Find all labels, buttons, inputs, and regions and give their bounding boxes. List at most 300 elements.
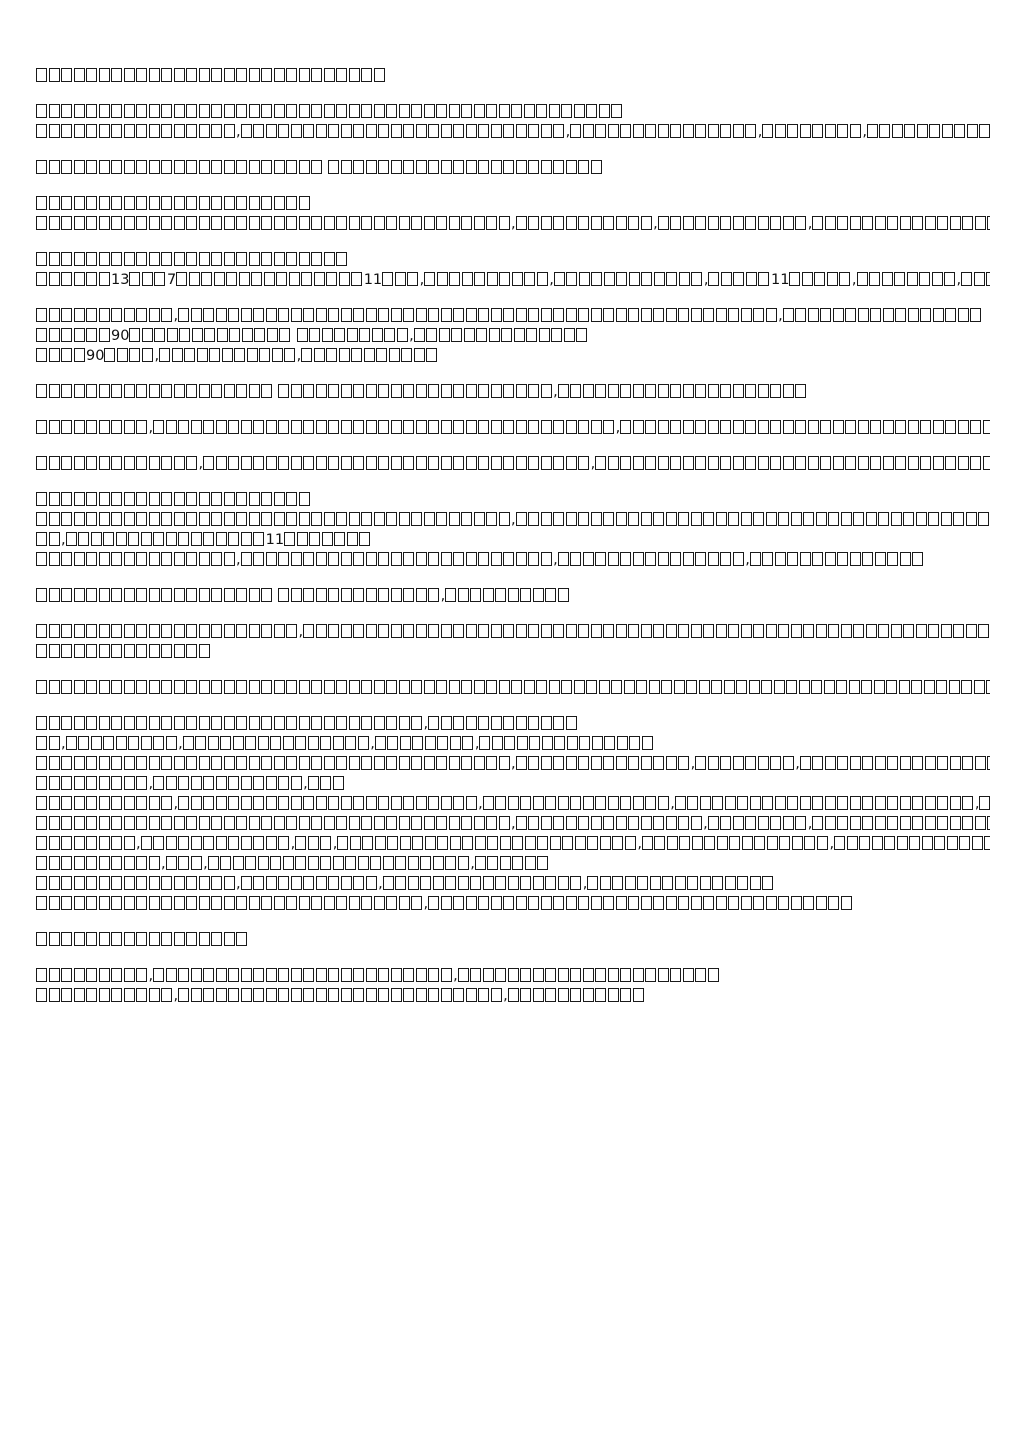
- missing-glyph-box: [704, 836, 715, 850]
- missing-glyph-box: [149, 252, 160, 266]
- missing-glyph-box: [36, 272, 47, 286]
- missing-glyph-box: [428, 588, 439, 602]
- missing-glyph-box: [633, 796, 644, 810]
- missing-glyph-box: [99, 624, 110, 638]
- text-line: [36, 774, 990, 794]
- missing-glyph-box: [416, 160, 427, 174]
- text-line: [36, 966, 990, 986]
- missing-glyph-box: [74, 384, 85, 398]
- missing-glyph-box: [966, 512, 977, 526]
- missing-glyph-box: [411, 896, 422, 910]
- missing-glyph-box: [253, 456, 264, 470]
- missing-glyph-box: [789, 272, 800, 286]
- missing-glyph-box: [211, 104, 222, 118]
- text-run: ,: [582, 876, 588, 892]
- missing-glyph-box: [850, 216, 861, 230]
- missing-glyph-box: [728, 512, 739, 526]
- missing-glyph-box: [428, 796, 439, 810]
- text-run: ,: [303, 776, 308, 792]
- missing-glyph-box: [278, 552, 289, 566]
- missing-glyph-box: [136, 456, 147, 470]
- missing-glyph-box: [516, 624, 527, 638]
- missing-glyph-box: [558, 988, 569, 1002]
- missing-glyph-box: [658, 968, 669, 982]
- text-run: ,: [61, 736, 66, 752]
- missing-glyph-box: [226, 272, 237, 286]
- missing-glyph-box: [653, 512, 664, 526]
- missing-glyph-box: [49, 624, 60, 638]
- text-run: 11: [363, 272, 383, 288]
- text-run: ,: [370, 736, 375, 752]
- missing-glyph-box: [99, 196, 110, 210]
- missing-glyph-box: [391, 124, 402, 138]
- missing-glyph-box: [437, 736, 448, 750]
- missing-glyph-box: [316, 420, 327, 434]
- missing-glyph-box: [309, 532, 320, 546]
- missing-glyph-box: [553, 216, 564, 230]
- missing-glyph-box: [111, 512, 122, 526]
- missing-glyph-box: [320, 736, 331, 750]
- missing-glyph-box: [224, 104, 235, 118]
- missing-glyph-box: [428, 896, 439, 910]
- missing-glyph-box: [234, 348, 245, 362]
- missing-glyph-box: [186, 932, 197, 946]
- missing-glyph-box: [474, 756, 485, 770]
- missing-glyph-box: [712, 796, 723, 810]
- missing-glyph-box: [608, 988, 619, 1002]
- missing-glyph-box: [86, 272, 97, 286]
- missing-glyph-box: [211, 932, 222, 946]
- missing-glyph-box: [937, 756, 948, 770]
- missing-glyph-box: [641, 816, 652, 830]
- missing-glyph-box: [99, 492, 110, 506]
- missing-glyph-box: [253, 876, 264, 890]
- missing-glyph-box: [516, 756, 527, 770]
- text-line: [36, 874, 990, 894]
- missing-glyph-box: [878, 512, 889, 526]
- missing-glyph-box: [778, 512, 789, 526]
- missing-glyph-box: [259, 348, 270, 362]
- missing-glyph-box: [603, 512, 614, 526]
- missing-glyph-box: [339, 348, 350, 362]
- missing-glyph-box: [99, 328, 110, 342]
- missing-glyph-box: [274, 680, 285, 694]
- missing-glyph-box: [124, 932, 135, 946]
- missing-glyph-box: [416, 308, 427, 322]
- missing-glyph-box: [941, 624, 952, 638]
- missing-glyph-box: [174, 124, 185, 138]
- missing-glyph-box: [403, 968, 414, 982]
- missing-glyph-box: [74, 988, 85, 1002]
- missing-glyph-box: [241, 552, 252, 566]
- missing-glyph-box: [291, 968, 302, 982]
- missing-glyph-box: [746, 272, 757, 286]
- text-line: [36, 214, 990, 234]
- missing-glyph-box: [399, 104, 410, 118]
- missing-glyph-box: [608, 384, 619, 398]
- missing-glyph-box: [328, 124, 339, 138]
- missing-glyph-box: [745, 756, 756, 770]
- missing-glyph-box: [950, 756, 961, 770]
- missing-glyph-box: [66, 736, 77, 750]
- missing-glyph-box: [839, 272, 850, 286]
- missing-glyph-box: [61, 644, 72, 658]
- missing-glyph-box: [199, 68, 210, 82]
- text-run: ,: [757, 124, 763, 140]
- missing-glyph-box: [328, 968, 339, 982]
- missing-glyph-box: [124, 756, 135, 770]
- missing-glyph-box: [141, 532, 152, 546]
- missing-glyph-box: [61, 68, 72, 82]
- missing-glyph-box: [103, 532, 114, 546]
- missing-glyph-box: [691, 308, 702, 322]
- missing-glyph-box: [124, 104, 135, 118]
- missing-glyph-box: [74, 216, 85, 230]
- missing-glyph-box: [741, 896, 752, 910]
- missing-glyph-box: [424, 216, 435, 230]
- missing-glyph-box: [566, 272, 577, 286]
- missing-glyph-box: [61, 836, 72, 850]
- missing-glyph-box: [136, 104, 147, 118]
- missing-glyph-box: [178, 968, 189, 982]
- missing-glyph-box: [253, 776, 264, 790]
- missing-glyph-box: [645, 456, 656, 470]
- missing-glyph-box: [124, 680, 135, 694]
- missing-glyph-box: [341, 160, 352, 174]
- missing-glyph-box: [453, 988, 464, 1002]
- missing-glyph-box: [591, 896, 602, 910]
- missing-glyph-box: [837, 216, 848, 230]
- missing-glyph-box: [49, 308, 60, 322]
- missing-glyph-box: [99, 420, 110, 434]
- missing-glyph-box: [611, 104, 622, 118]
- missing-glyph-box: [441, 988, 452, 1002]
- missing-glyph-box: [324, 216, 335, 230]
- missing-glyph-box: [341, 420, 352, 434]
- missing-glyph-box: [386, 896, 397, 910]
- missing-glyph-box: [516, 124, 527, 138]
- missing-glyph-box: [274, 624, 285, 638]
- missing-glyph-box: [858, 308, 869, 322]
- missing-glyph-box: [592, 736, 603, 750]
- missing-glyph-box: [616, 896, 627, 910]
- missing-glyph-box: [620, 420, 631, 434]
- text-run: ,: [453, 968, 458, 984]
- missing-glyph-box: [191, 796, 202, 810]
- missing-glyph-box: [816, 896, 827, 910]
- missing-glyph-box: [970, 420, 981, 434]
- text-run: ,: [690, 756, 696, 772]
- text-line: [36, 642, 990, 662]
- missing-glyph-box: [303, 588, 314, 602]
- missing-glyph-box: [61, 272, 72, 286]
- missing-glyph-box: [142, 272, 153, 286]
- missing-glyph-box: [111, 420, 122, 434]
- missing-glyph-box: [449, 680, 460, 694]
- missing-glyph-box: [236, 384, 247, 398]
- missing-glyph-box: [474, 680, 485, 694]
- missing-glyph-box: [299, 104, 310, 118]
- missing-glyph-box: [683, 384, 694, 398]
- missing-glyph-box: [249, 588, 260, 602]
- missing-glyph-box: [675, 796, 686, 810]
- missing-glyph-box: [762, 796, 773, 810]
- missing-glyph-box: [666, 624, 677, 638]
- missing-glyph-box: [161, 680, 172, 694]
- missing-glyph-box: [366, 384, 377, 398]
- missing-glyph-box: [261, 384, 272, 398]
- missing-glyph-box: [261, 252, 272, 266]
- missing-glyph-box: [850, 796, 861, 810]
- missing-glyph-box: [691, 272, 702, 286]
- missing-glyph-box: [86, 328, 97, 342]
- missing-glyph-box: [61, 816, 72, 830]
- missing-glyph-box: [209, 348, 220, 362]
- missing-glyph-box: [303, 988, 314, 1002]
- missing-glyph-box: [766, 308, 777, 322]
- text-line: [36, 346, 990, 366]
- missing-glyph-box: [553, 420, 564, 434]
- missing-glyph-box: [161, 816, 172, 830]
- missing-glyph-box: [403, 796, 414, 810]
- missing-glyph-box: [791, 624, 802, 638]
- missing-glyph-box: [491, 456, 502, 470]
- missing-glyph-box: [487, 836, 498, 850]
- missing-glyph-box: [347, 532, 358, 546]
- missing-glyph-box: [366, 588, 377, 602]
- missing-glyph-box: [266, 968, 277, 982]
- missing-glyph-box: [311, 756, 322, 770]
- missing-glyph-box: [528, 896, 539, 910]
- missing-glyph-box: [49, 988, 60, 1002]
- missing-glyph-box: [512, 856, 523, 870]
- missing-glyph-box: [266, 420, 277, 434]
- missing-glyph-box: [849, 680, 860, 694]
- missing-glyph-box: [111, 816, 122, 830]
- missing-glyph-box: [270, 736, 281, 750]
- missing-glyph-box: [917, 124, 928, 138]
- missing-glyph-box: [49, 384, 60, 398]
- missing-glyph-box: [136, 492, 147, 506]
- missing-glyph-box: [270, 856, 281, 870]
- missing-glyph-box: [524, 680, 535, 694]
- missing-glyph-box: [378, 308, 389, 322]
- missing-glyph-box: [658, 552, 669, 566]
- missing-glyph-box: [49, 68, 60, 82]
- missing-glyph-box: [499, 216, 510, 230]
- missing-glyph-box: [937, 816, 948, 830]
- missing-glyph-box: [124, 796, 135, 810]
- missing-glyph-box: [86, 420, 97, 434]
- missing-glyph-box: [336, 252, 347, 266]
- missing-glyph-box: [654, 272, 665, 286]
- missing-glyph-box: [695, 456, 706, 470]
- missing-glyph-box: [36, 420, 47, 434]
- missing-glyph-box: [142, 348, 153, 362]
- missing-glyph-box: [149, 216, 160, 230]
- missing-glyph-box: [912, 796, 923, 810]
- missing-glyph-box: [886, 680, 897, 694]
- missing-glyph-box: [391, 160, 402, 174]
- missing-glyph-box: [49, 272, 60, 286]
- text-run: ,: [670, 796, 675, 812]
- text-run: ,: [378, 876, 383, 892]
- missing-glyph-box: [412, 836, 423, 850]
- missing-glyph-box: [324, 716, 335, 730]
- missing-glyph-box: [882, 272, 893, 286]
- missing-glyph-box: [564, 328, 575, 342]
- missing-glyph-box: [216, 420, 227, 434]
- missing-glyph-box: [891, 512, 902, 526]
- missing-glyph-box: [678, 896, 689, 910]
- text-line: [36, 194, 990, 214]
- missing-glyph-box: [478, 308, 489, 322]
- missing-glyph-box: [827, 272, 838, 286]
- missing-glyph-box: [916, 624, 927, 638]
- missing-glyph-box: [274, 896, 285, 910]
- missing-glyph-box: [904, 124, 915, 138]
- missing-glyph-box: [316, 876, 327, 890]
- missing-glyph-box: [61, 512, 72, 526]
- missing-glyph-box: [695, 124, 706, 138]
- missing-glyph-box: [500, 836, 511, 850]
- missing-glyph-box: [574, 104, 585, 118]
- missing-glyph-box: [620, 796, 631, 810]
- missing-glyph-box: [224, 816, 235, 830]
- missing-glyph-box: [883, 308, 894, 322]
- missing-glyph-box: [628, 512, 639, 526]
- missing-glyph-box: [412, 736, 423, 750]
- missing-glyph-box: [666, 308, 677, 322]
- missing-glyph-box: [441, 420, 452, 434]
- missing-glyph-box: [745, 216, 756, 230]
- missing-glyph-box: [61, 456, 72, 470]
- missing-glyph-box: [678, 756, 689, 770]
- missing-glyph-box: [136, 756, 147, 770]
- missing-glyph-box: [758, 756, 769, 770]
- missing-glyph-box: [503, 160, 514, 174]
- missing-glyph-box: [36, 308, 47, 322]
- missing-glyph-box: [241, 988, 252, 1002]
- missing-glyph-box: [445, 588, 456, 602]
- missing-glyph-box: [184, 348, 195, 362]
- missing-glyph-box: [553, 896, 564, 910]
- text-run: ,: [173, 308, 179, 324]
- missing-glyph-box: [853, 512, 864, 526]
- missing-glyph-box: [186, 216, 197, 230]
- missing-glyph-box: [578, 308, 589, 322]
- missing-glyph-box: [895, 308, 906, 322]
- missing-glyph-box: [116, 532, 127, 546]
- missing-glyph-box: [111, 68, 122, 82]
- missing-glyph-box: [416, 588, 427, 602]
- missing-glyph-box: [99, 252, 110, 266]
- missing-glyph-box: [670, 124, 681, 138]
- missing-glyph-box: [728, 624, 739, 638]
- missing-glyph-box: [36, 588, 47, 602]
- missing-glyph-box: [700, 796, 711, 810]
- missing-glyph-box: [670, 216, 681, 230]
- missing-glyph-box: [124, 160, 135, 174]
- text-run: ,: [61, 532, 66, 548]
- text-run: ,: [807, 816, 813, 832]
- text-run: 13: [111, 272, 130, 288]
- missing-glyph-box: [391, 988, 402, 1002]
- missing-glyph-box: [708, 756, 719, 770]
- missing-glyph-box: [278, 588, 289, 602]
- missing-glyph-box: [174, 512, 185, 526]
- missing-glyph-box: [595, 124, 606, 138]
- missing-glyph-box: [603, 756, 614, 770]
- text-line: [36, 382, 990, 402]
- missing-glyph-box: [804, 836, 815, 850]
- missing-glyph-box: [729, 836, 740, 850]
- missing-glyph-box: [136, 816, 147, 830]
- missing-glyph-box: [74, 680, 85, 694]
- text-line: [36, 550, 990, 570]
- missing-glyph-box: [620, 968, 631, 982]
- missing-glyph-box: [495, 796, 506, 810]
- missing-glyph-box: [86, 384, 97, 398]
- missing-glyph-box: [658, 796, 669, 810]
- missing-glyph-box: [203, 420, 214, 434]
- missing-glyph-box: [775, 552, 786, 566]
- missing-glyph-box: [211, 196, 222, 210]
- missing-glyph-box: [192, 328, 203, 342]
- missing-glyph-box: [174, 644, 185, 658]
- missing-glyph-box: [720, 816, 731, 830]
- missing-glyph-box: [136, 716, 147, 730]
- missing-glyph-box: [74, 512, 85, 526]
- missing-glyph-box: [236, 512, 247, 526]
- missing-glyph-box: [86, 216, 97, 230]
- missing-glyph-box: [49, 816, 60, 830]
- missing-glyph-box: [283, 856, 294, 870]
- missing-glyph-box: [424, 680, 435, 694]
- missing-glyph-box: [961, 272, 972, 286]
- missing-glyph-box: [414, 348, 425, 362]
- text-run: ,: [419, 272, 425, 288]
- missing-glyph-box: [486, 756, 497, 770]
- missing-glyph-box: [603, 624, 614, 638]
- missing-glyph-box: [336, 68, 347, 82]
- missing-glyph-box: [795, 216, 806, 230]
- missing-glyph-box: [953, 624, 964, 638]
- missing-glyph-box: [99, 680, 110, 694]
- missing-glyph-box: [111, 776, 122, 790]
- missing-glyph-box: [708, 124, 719, 138]
- text-run: ,: [203, 856, 208, 872]
- missing-glyph-box: [528, 716, 539, 730]
- missing-glyph-box: [174, 588, 185, 602]
- missing-glyph-box: [920, 456, 931, 470]
- missing-glyph-box: [787, 796, 798, 810]
- missing-glyph-box: [136, 124, 147, 138]
- missing-glyph-box: [324, 756, 335, 770]
- missing-glyph-box: [479, 736, 490, 750]
- missing-glyph-box: [733, 216, 744, 230]
- missing-glyph-box: [416, 420, 427, 434]
- missing-glyph-box: [322, 532, 333, 546]
- missing-glyph-box: [216, 988, 227, 1002]
- missing-glyph-box: [699, 680, 710, 694]
- missing-glyph-box: [962, 756, 973, 770]
- missing-glyph-box: [328, 420, 339, 434]
- missing-glyph-box: [553, 624, 564, 638]
- missing-glyph-box: [666, 816, 677, 830]
- missing-glyph-box: [391, 624, 402, 638]
- missing-glyph-box: [199, 932, 210, 946]
